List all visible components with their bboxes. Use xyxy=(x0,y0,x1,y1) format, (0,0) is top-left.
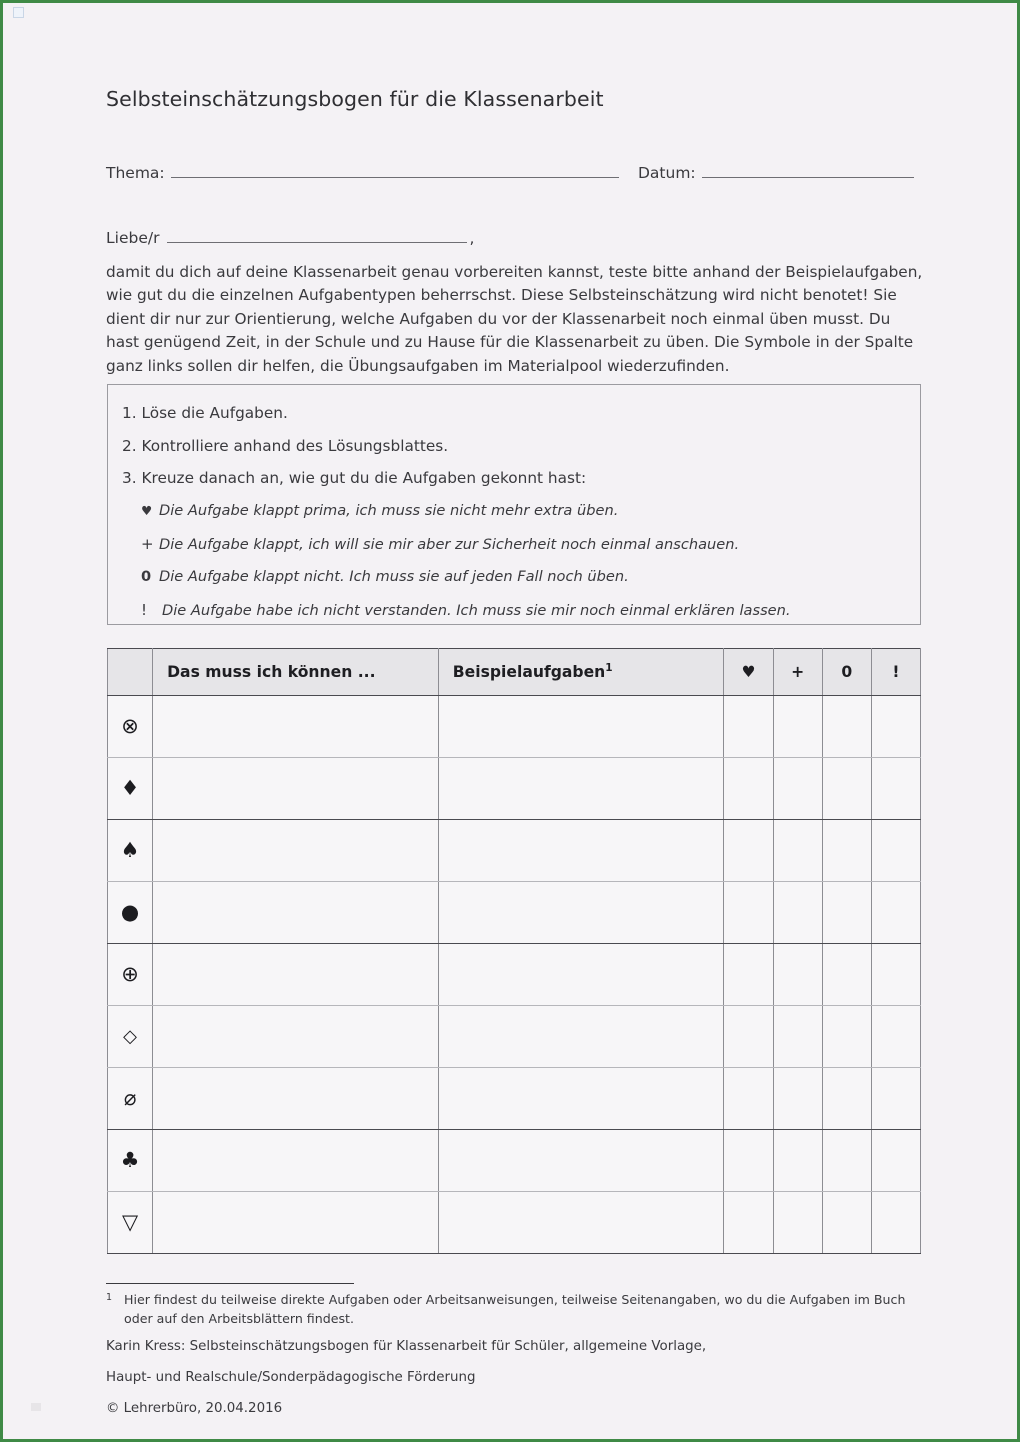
cell-mark-heart[interactable] xyxy=(724,758,773,820)
cell-mark-bang[interactable] xyxy=(871,1068,920,1130)
header-fields xyxy=(106,164,921,188)
cell-examples[interactable] xyxy=(438,1068,724,1130)
cell-examples[interactable] xyxy=(438,1130,724,1192)
footnote-text: Hier findest du teilweise direkte Aufgaben oder Arbeitsanweisungen, teilweise Seitenangaben, wo du die Aufgaben im Buch oder auf den Arbeitsblättern findest. xyxy=(124,1292,906,1326)
cell-description[interactable] xyxy=(153,696,439,758)
cell-mark-bang[interactable] xyxy=(871,758,920,820)
heart-icon: ♥ xyxy=(141,503,153,518)
footnote-marker-superscript: 1 xyxy=(605,662,613,675)
table-row xyxy=(108,758,921,820)
instruction-step: 3. Kreuze danach an, wie gut du die Aufgaben gekonnt hast: xyxy=(122,469,587,487)
cell-examples[interactable] xyxy=(438,1192,724,1254)
cell-mark-bang[interactable] xyxy=(871,1130,920,1192)
legend-item-plus xyxy=(141,528,901,562)
column-header-examples-text: Beispielaufgaben xyxy=(452,663,606,682)
table-row xyxy=(108,1130,921,1192)
salutation-label: Liebe/r xyxy=(106,229,160,247)
cell-examples[interactable] xyxy=(438,696,724,758)
cell-examples[interactable] xyxy=(438,1006,724,1068)
table-row xyxy=(108,944,921,1006)
cell-mark-zero[interactable] xyxy=(822,696,871,758)
column-header-bang: ! xyxy=(871,649,920,696)
cell-description[interactable] xyxy=(153,1006,439,1068)
thema-input-line[interactable] xyxy=(171,164,619,178)
cell-mark-zero[interactable] xyxy=(822,1006,871,1068)
table-row xyxy=(108,882,921,944)
cell-description[interactable] xyxy=(153,1068,439,1130)
cell-mark-bang[interactable] xyxy=(871,820,920,882)
cell-mark-bang[interactable] xyxy=(871,1192,920,1254)
intro-paragraph: damit du dich auf deine Klassenarbeit genau vorbereiten kannst, teste bitte anhand der Beispielaufgaben, wie gut du die einzelnen Aufgabentypen beherrschst. Diese Selbsteinschätzung wird nicht benotet! Sie dient dir nur zur Orientierung, welche Aufgaben du vor der Klassenarbeit noch einmal üben musst. Du hast genügend Zeit, in der Schule und zu Hause für die Klassenarbeit zu üben. Die Symbole in der Spalte ganz links sollen dir helfen, die Übungsaufgaben im Materialpool wiederzufinden. xyxy=(106,263,923,375)
instruction-steps xyxy=(122,397,892,495)
salutation-comma: , xyxy=(469,229,475,247)
cell-mark-plus[interactable] xyxy=(773,758,822,820)
cell-description[interactable] xyxy=(153,820,439,882)
cell-mark-heart[interactable] xyxy=(724,820,773,882)
cell-mark-plus[interactable] xyxy=(773,1192,822,1254)
plus-icon: + xyxy=(141,534,154,553)
cell-description[interactable] xyxy=(153,1130,439,1192)
legend-item-heart xyxy=(141,495,901,528)
column-header-description: Das muss ich können ... xyxy=(153,649,439,696)
table-row xyxy=(108,696,921,758)
filled-diamond-icon: ♦ xyxy=(108,758,153,820)
cell-mark-plus[interactable] xyxy=(773,1130,822,1192)
cell-mark-bang[interactable] xyxy=(871,944,920,1006)
cell-examples[interactable] xyxy=(438,820,724,882)
cell-mark-plus[interactable] xyxy=(773,1006,822,1068)
datum-input-line[interactable] xyxy=(702,164,914,178)
cell-mark-zero[interactable] xyxy=(822,944,871,1006)
footnote-marker: 1 xyxy=(106,1292,113,1303)
cell-examples[interactable] xyxy=(438,944,724,1006)
table-row xyxy=(108,1192,921,1254)
instruction-step: 2. Kontrolliere anhand des Lösungsblattes. xyxy=(122,436,449,455)
instruction-step: 1. Löse die Aufgaben. xyxy=(122,404,288,422)
cell-mark-plus[interactable] xyxy=(773,882,822,944)
cell-examples[interactable] xyxy=(438,758,724,820)
zero-icon: 0 xyxy=(141,568,152,585)
legend-list xyxy=(141,495,901,627)
column-header-heart: ♥ xyxy=(724,649,773,696)
bang-icon: ! xyxy=(141,600,148,619)
salutation-field[interactable] xyxy=(106,229,474,247)
cell-mark-zero[interactable] xyxy=(822,758,871,820)
cell-mark-heart[interactable] xyxy=(724,696,773,758)
column-header-plus: + xyxy=(773,649,822,696)
table-row xyxy=(108,1068,921,1130)
column-header-symbol xyxy=(108,649,153,696)
cell-mark-zero[interactable] xyxy=(822,882,871,944)
cell-mark-heart[interactable] xyxy=(724,1130,773,1192)
datum-label: Datum: xyxy=(638,164,696,182)
legend-item-zero xyxy=(141,561,901,594)
cell-mark-bang[interactable] xyxy=(871,882,920,944)
filled-circle-icon: ● xyxy=(108,882,153,944)
credit-line-2: Haupt- und Realschule/Sonderpädagogische Förderung xyxy=(106,1370,476,1386)
cell-mark-plus[interactable] xyxy=(773,1068,822,1130)
cell-mark-zero[interactable] xyxy=(822,820,871,882)
thema-label: Thema: xyxy=(106,164,165,182)
cell-mark-plus[interactable] xyxy=(773,696,822,758)
cell-description[interactable] xyxy=(153,758,439,820)
cell-mark-zero[interactable] xyxy=(822,1068,871,1130)
thema-field[interactable] xyxy=(106,164,619,182)
cell-mark-plus[interactable] xyxy=(773,820,822,882)
club-icon: ♣ xyxy=(108,1130,153,1192)
legend-item-bang xyxy=(141,594,901,628)
hollow-triangle-down-icon: ▽ xyxy=(108,1192,153,1254)
cell-examples[interactable] xyxy=(438,882,724,944)
circle-slash-icon: ⌀ xyxy=(108,1068,153,1130)
legend-text: Die Aufgabe klappt nicht. Ich muss sie auf jeden Fall noch üben. xyxy=(159,568,629,585)
legend-text: Die Aufgabe habe ich nicht verstanden. Ich muss sie mir noch einmal erklären lassen. xyxy=(162,601,791,619)
credit-line-1: Karin Kress: Selbsteinschätzungsbogen für Klassenarbeit für Schüler, allgemeine Vorlage, xyxy=(106,1339,707,1355)
column-header-zero: 0 xyxy=(822,649,871,696)
cell-mark-heart[interactable] xyxy=(724,1192,773,1254)
hollow-diamond-icon: ◇ xyxy=(108,1006,153,1068)
page-title: Selbsteinschätzungsbogen für die Klassenarbeit xyxy=(106,87,604,111)
cell-mark-zero[interactable] xyxy=(822,1192,871,1254)
table-row xyxy=(108,1006,921,1068)
footnote-block xyxy=(106,1291,916,1421)
cell-mark-zero[interactable] xyxy=(822,1130,871,1192)
cell-mark-plus[interactable] xyxy=(773,944,822,1006)
cell-description[interactable] xyxy=(153,882,439,944)
cell-mark-heart[interactable] xyxy=(724,1068,773,1130)
legend-text: Die Aufgabe klappt prima, ich muss sie nicht mehr extra üben. xyxy=(159,502,619,519)
copyright-line: © Lehrerbüro, 20.04.2016 xyxy=(106,1401,283,1417)
cell-mark-heart[interactable] xyxy=(724,1006,773,1068)
datum-field[interactable] xyxy=(638,164,914,182)
cell-description[interactable] xyxy=(153,1192,439,1254)
cell-mark-bang[interactable] xyxy=(871,696,920,758)
cell-mark-heart[interactable] xyxy=(724,944,773,1006)
spade-icon: ♠ xyxy=(108,820,153,882)
salutation-input-line[interactable] xyxy=(167,229,467,243)
cell-mark-heart[interactable] xyxy=(724,882,773,944)
cell-mark-bang[interactable] xyxy=(871,1006,920,1068)
worksheet-sheet xyxy=(3,3,1017,1439)
cell-description[interactable] xyxy=(153,944,439,1006)
circled-times-icon: ⊗ xyxy=(108,696,153,758)
column-header-examples xyxy=(438,649,724,696)
legend-text: Die Aufgabe klappt, ich will sie mir aber zur Sicherheit noch einmal anschauen. xyxy=(159,535,740,553)
instruction-box xyxy=(107,384,921,625)
footnote-note xyxy=(106,1291,916,1328)
table-row xyxy=(108,820,921,882)
circled-plus-icon: ⊕ xyxy=(108,944,153,1006)
self-assessment-table xyxy=(107,648,921,1254)
footnote-divider xyxy=(106,1283,354,1284)
table-header-row xyxy=(108,649,921,696)
